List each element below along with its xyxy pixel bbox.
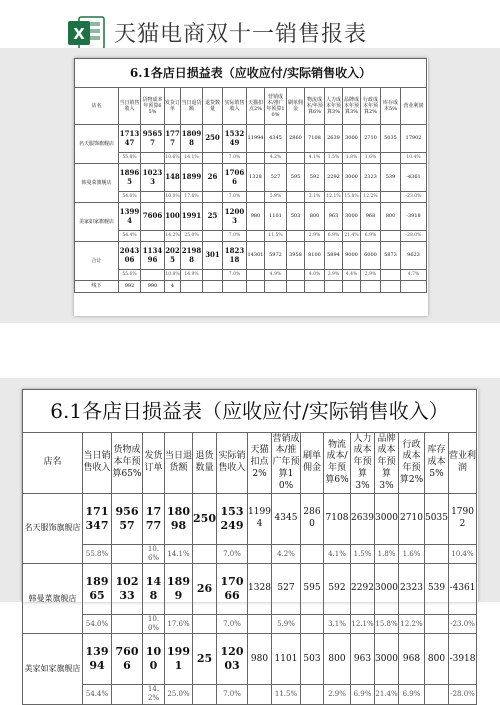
percent-cell [203, 231, 223, 242]
percent-cell: 10.4% [449, 545, 477, 564]
percent-cell: 7.0% [223, 270, 247, 281]
percent-cell [141, 270, 165, 281]
percent-cell: 14.2% [143, 685, 165, 704]
column-header: 库存成本5% [425, 433, 449, 494]
percent-cell: 6.9% [361, 231, 381, 242]
value-cell: 1899 [165, 564, 193, 615]
percent-cell [247, 270, 265, 281]
value-cell: 7606 [141, 203, 165, 231]
column-header: 天猫扣点2% [248, 433, 272, 494]
value-cell: 1328 [247, 164, 265, 192]
percent-cell [247, 192, 265, 203]
value-cell: 3000 [375, 634, 399, 685]
percent-cell [193, 685, 217, 704]
value-cell: 26 [203, 164, 223, 192]
percent-row [23, 685, 477, 704]
percent-cell: 1.5% [351, 545, 375, 564]
value-cell: 4 [165, 281, 181, 293]
percent-cell [425, 615, 449, 634]
value-cell: 250 [203, 125, 223, 153]
percent-cell: 54.4% [83, 685, 112, 704]
percent-cell [287, 270, 305, 281]
percent-cell: 10.0% [143, 615, 165, 634]
value-cell: 171347 [119, 125, 141, 153]
value-cell: 1328 [248, 564, 272, 615]
percent-cell: 1.8% [343, 153, 361, 164]
table-row [23, 564, 477, 615]
empty-cell [203, 281, 223, 293]
percent-row [75, 192, 427, 203]
value-cell: 10233 [141, 164, 165, 192]
value-cell: 113496 [141, 242, 165, 270]
column-header: 货物成本年预算65% [112, 433, 143, 494]
value-cell: 1991 [165, 634, 193, 685]
percent-cell: 5.9% [265, 192, 287, 203]
column-header: 退货数量 [203, 88, 223, 125]
empty-cell [305, 281, 325, 293]
table-title: 6.1各店日损益表（应收应付/实际销售收入） [75, 59, 427, 88]
column-header: 营销成本/推广年预算10% [272, 433, 301, 494]
value-cell: 527 [265, 164, 287, 192]
report-table-large [22, 389, 477, 705]
store-name: 韩曼菜旗舰店 [75, 164, 119, 203]
column-header: 品牌成本年预算3% [375, 433, 399, 494]
value-cell: 148 [165, 164, 181, 192]
value-cell: 12003 [217, 634, 248, 685]
store-name: 美家如家旗舰店 [23, 634, 83, 704]
value-cell: 539 [381, 164, 401, 192]
percent-cell: 7.0% [223, 192, 247, 203]
percent-cell: 4.0% [305, 270, 325, 281]
percent-cell: 21.4% [343, 231, 361, 242]
percent-cell [193, 615, 217, 634]
value-cell: 990 [141, 281, 165, 293]
value-cell: 100 [143, 634, 165, 685]
value-cell: 17902 [401, 125, 427, 153]
column-header: 物流成本/年预算6% [305, 88, 325, 125]
percent-cell: 54.0% [119, 192, 141, 203]
percent-cell [247, 153, 265, 164]
value-cell: -4361 [449, 564, 477, 615]
percent-row [23, 615, 477, 634]
percent-cell: 7.0% [217, 615, 248, 634]
percent-row [75, 153, 427, 164]
percent-cell: 25.0% [165, 685, 193, 704]
value-cell: 503 [301, 634, 324, 685]
column-header: 行政成本年预算2% [399, 433, 425, 494]
percent-cell [381, 270, 401, 281]
table-title-row [75, 59, 427, 88]
table-header-row [75, 88, 427, 125]
value-cell: 5894 [325, 242, 343, 270]
empty-cell [381, 281, 401, 293]
empty-cell [223, 281, 247, 293]
value-cell: 527 [272, 564, 301, 615]
column-header: 店名 [23, 433, 83, 494]
column-header: 退货数量 [193, 433, 217, 494]
percent-cell: 14.2% [165, 231, 181, 242]
column-header: 行政成本年预算2% [361, 88, 381, 125]
value-cell: 3000 [343, 125, 361, 153]
column-header: 发货订单 [165, 88, 181, 125]
percent-cell [381, 153, 401, 164]
value-cell: 5035 [425, 494, 449, 545]
value-cell: 2323 [399, 564, 425, 615]
percent-cell: 54.0% [83, 615, 112, 634]
empty-cell [265, 281, 287, 293]
value-cell: 592 [324, 564, 351, 615]
percent-cell [112, 685, 143, 704]
value-cell: 14301 [247, 242, 265, 270]
value-cell: -4361 [401, 164, 427, 192]
percent-cell: 6.9% [399, 685, 425, 704]
value-cell: 980 [247, 203, 265, 231]
value-cell: 3958 [287, 242, 305, 270]
value-cell: 595 [301, 564, 324, 615]
percent-cell: -23.0% [449, 615, 477, 634]
value-cell: 7108 [305, 125, 325, 153]
column-header: 当日退货额 [181, 88, 203, 125]
empty-cell [287, 281, 305, 293]
percent-cell [287, 192, 305, 203]
value-cell: 6000 [361, 242, 381, 270]
value-cell: 18965 [119, 164, 141, 192]
column-header: 实际销售收入 [223, 88, 247, 125]
percent-cell: 1.6% [399, 545, 425, 564]
percent-cell: -28.0% [449, 685, 477, 704]
percent-cell: 2.9% [324, 685, 351, 704]
percent-row [75, 270, 427, 281]
percent-row [75, 231, 427, 242]
offline-row [75, 281, 427, 293]
percent-cell [112, 615, 143, 634]
percent-cell: 14.1% [165, 545, 193, 564]
table-row [75, 242, 427, 270]
percent-cell: 4.2% [272, 545, 301, 564]
column-header: 人力成本年预算3% [351, 433, 375, 494]
report-table-small [74, 58, 427, 293]
value-cell: 2639 [325, 125, 343, 153]
column-header: 人力成本年预算3% [325, 88, 343, 125]
percent-cell: 7.0% [223, 231, 247, 242]
percent-cell: 14.1% [181, 153, 203, 164]
percent-cell: 7.0% [217, 545, 248, 564]
percent-cell [287, 153, 305, 164]
percent-cell [141, 231, 165, 242]
value-cell: 595 [287, 164, 305, 192]
value-cell: 21988 [181, 242, 203, 270]
percent-row [23, 545, 477, 564]
percent-cell: 12.1% [325, 192, 343, 203]
percent-cell: 10.4% [401, 153, 427, 164]
value-cell: 968 [399, 634, 425, 685]
value-cell: 800 [305, 203, 325, 231]
value-cell: 17066 [217, 564, 248, 615]
percent-cell: 10.8% [165, 270, 181, 281]
value-cell: 148 [143, 564, 165, 615]
value-cell: 10233 [112, 564, 143, 615]
value-cell: 3000 [375, 564, 399, 615]
percent-cell [301, 685, 324, 704]
percent-cell [287, 231, 305, 242]
value-cell: 5035 [381, 125, 401, 153]
percent-cell: 4.1% [305, 153, 325, 164]
column-header: 营业利润 [449, 433, 477, 494]
value-cell: 11994 [248, 494, 272, 545]
value-cell: 17902 [449, 494, 477, 545]
table-title: 6.1各店日损益表（应收应付/实际销售收入） [23, 390, 477, 433]
empty-cell [247, 281, 265, 293]
empty-cell [343, 281, 361, 293]
empty-cell [325, 281, 343, 293]
value-cell: 5873 [381, 242, 401, 270]
column-header: 物流成本/年预算6% [324, 433, 351, 494]
value-cell: 26 [193, 564, 217, 615]
percent-cell: 17.6% [181, 192, 203, 203]
percent-cell [248, 545, 272, 564]
empty-cell [181, 281, 203, 293]
value-cell: 2860 [301, 494, 324, 545]
value-cell: 18098 [181, 125, 203, 153]
percent-cell: 25.0% [181, 231, 203, 242]
value-cell: 100 [165, 203, 181, 231]
table-row [75, 125, 427, 153]
value-cell: 800 [324, 634, 351, 685]
store-name: 韩曼菜旗舰店 [23, 564, 83, 634]
percent-cell: 4.1% [324, 545, 351, 564]
value-cell: 7606 [112, 634, 143, 685]
store-name: 名天服饰旗舰店 [75, 125, 119, 164]
percent-cell: 7.0% [217, 685, 248, 704]
page-title: 天猫电商双十一销售报表 [114, 22, 368, 47]
value-cell: 301 [203, 242, 223, 270]
percent-cell: -28.0% [401, 231, 427, 242]
value-cell: 13994 [119, 203, 141, 231]
value-cell: 11994 [247, 125, 265, 153]
percent-cell [301, 615, 324, 634]
value-cell: 992 [119, 281, 141, 293]
value-cell: 13994 [83, 634, 112, 685]
percent-cell [247, 231, 265, 242]
percent-cell: 11.5% [265, 231, 287, 242]
column-header: 发货订单 [143, 433, 165, 494]
row-label: 线下 [75, 281, 119, 293]
percent-cell [301, 545, 324, 564]
percent-cell: 10.6% [165, 153, 181, 164]
percent-cell: 4.4% [343, 270, 361, 281]
empty-cell [401, 281, 427, 293]
percent-cell [141, 192, 165, 203]
value-cell: 1899 [181, 164, 203, 192]
value-cell: 2292 [351, 564, 375, 615]
value-cell: 2025 [165, 242, 181, 270]
percent-cell [248, 685, 272, 704]
percent-cell: 4.9% [265, 270, 287, 281]
value-cell: 3000 [343, 164, 361, 192]
percent-cell: 11.5% [272, 685, 301, 704]
percent-cell: 7.0% [223, 153, 247, 164]
column-header: 当日销售收入 [83, 433, 112, 494]
value-cell: 539 [425, 564, 449, 615]
percent-cell: 21.4% [375, 685, 399, 704]
percent-cell: 55.6% [119, 270, 141, 281]
value-cell: 3000 [375, 494, 399, 545]
percent-cell: 12.2% [399, 615, 425, 634]
value-cell: 2710 [399, 494, 425, 545]
percent-cell [193, 545, 217, 564]
value-cell: -3918 [449, 634, 477, 685]
percent-cell: 17.6% [165, 615, 193, 634]
value-cell: 963 [325, 203, 343, 231]
percent-cell: 55.8% [119, 153, 141, 164]
value-cell: 1101 [272, 634, 301, 685]
value-cell: 12003 [223, 203, 247, 231]
percent-cell [203, 153, 223, 164]
value-cell: 1991 [181, 203, 203, 231]
percent-cell: 10.0% [165, 192, 181, 203]
percent-cell [381, 192, 401, 203]
percent-cell: 2.9% [325, 270, 343, 281]
percent-cell: 3.1% [305, 192, 325, 203]
percent-cell [203, 192, 223, 203]
percent-cell: 6.9% [351, 685, 375, 704]
value-cell: 7108 [324, 494, 351, 545]
value-cell: 2860 [287, 125, 305, 153]
percent-cell: 55.8% [83, 545, 112, 564]
value-cell: 4345 [265, 125, 287, 153]
value-cell: 4345 [272, 494, 301, 545]
percent-cell [203, 270, 223, 281]
column-header: 天猫扣点2% [247, 88, 265, 125]
store-name: 美家如家旗舰店 [75, 203, 119, 242]
value-cell: 2292 [325, 164, 343, 192]
percent-cell: 5.9% [272, 615, 301, 634]
value-cell: 204306 [119, 242, 141, 270]
table-row [75, 203, 427, 231]
percent-cell: 10.6% [143, 545, 165, 564]
column-header: 实际销售收入 [217, 433, 248, 494]
value-cell: 968 [361, 203, 381, 231]
percent-cell: 1.6% [361, 153, 381, 164]
percent-cell [112, 545, 143, 564]
value-cell: 2323 [361, 164, 381, 192]
percent-cell: 12.2% [361, 192, 381, 203]
column-header: 营业利润 [401, 88, 427, 125]
percent-cell: 2.9% [305, 231, 325, 242]
table-row [23, 634, 477, 685]
column-header: 当日退货额 [165, 433, 193, 494]
percent-cell: -23.0% [401, 192, 427, 203]
value-cell: 800 [425, 634, 449, 685]
column-header: 营销成本/推广年预算10% [265, 88, 287, 125]
value-cell: 963 [351, 634, 375, 685]
column-header: 库存成本5% [381, 88, 401, 125]
report-sheet-small [74, 58, 428, 316]
value-cell: 182318 [223, 242, 247, 270]
store-name: 名天服饰旗舰店 [23, 494, 83, 564]
value-cell: 5972 [265, 242, 287, 270]
value-cell: -3918 [401, 203, 427, 231]
column-header: 货物成本年预算65% [141, 88, 165, 125]
empty-cell [361, 281, 381, 293]
percent-cell: 3.1% [324, 615, 351, 634]
percent-cell [425, 545, 449, 564]
percent-cell: 2.9% [361, 270, 381, 281]
percent-cell [425, 685, 449, 704]
percent-cell: 1.5% [325, 153, 343, 164]
value-cell: 980 [248, 634, 272, 685]
percent-cell: 6.9% [325, 231, 343, 242]
table-row [75, 164, 427, 192]
value-cell: 592 [305, 164, 325, 192]
value-cell: 25 [203, 203, 223, 231]
column-header: 店名 [75, 88, 119, 125]
value-cell: 1101 [265, 203, 287, 231]
value-cell: 2710 [361, 125, 381, 153]
percent-cell: 1.8% [375, 545, 399, 564]
value-cell: 9000 [343, 242, 361, 270]
value-cell: 25 [193, 634, 217, 685]
percent-cell: 4.7% [401, 270, 427, 281]
percent-cell: 15.8% [375, 615, 399, 634]
value-cell: 1777 [165, 125, 181, 153]
percent-cell: 15.8% [343, 192, 361, 203]
percent-cell: 12.1% [351, 615, 375, 634]
value-cell: 9623 [401, 242, 427, 270]
value-cell: 18965 [83, 564, 112, 615]
svg-text:X: X [73, 25, 85, 43]
value-cell: 503 [287, 203, 305, 231]
column-header: 当日销售收入 [119, 88, 141, 125]
value-cell: 250 [193, 494, 217, 545]
value-cell: 2639 [351, 494, 375, 545]
value-cell: 8100 [305, 242, 325, 270]
value-cell: 95657 [141, 125, 165, 153]
excel-icon [66, 13, 106, 53]
percent-cell [248, 615, 272, 634]
value-cell: 1777 [143, 494, 165, 545]
value-cell: 800 [381, 203, 401, 231]
value-cell: 17066 [223, 164, 247, 192]
value-cell: 153249 [217, 494, 248, 545]
percent-cell [381, 231, 401, 242]
value-cell: 153249 [223, 125, 247, 153]
percent-cell: 4.2% [265, 153, 287, 164]
value-cell: 95657 [112, 494, 143, 545]
report-sheet-large [22, 389, 478, 703]
value-cell: 171347 [83, 494, 112, 545]
table-row [23, 494, 477, 545]
column-header: 刷单佣金 [301, 433, 324, 494]
value-cell: 3000 [343, 203, 361, 231]
store-name: 合计 [75, 242, 119, 281]
column-header: 刷单佣金 [287, 88, 305, 125]
column-header: 品牌成本年预算3% [343, 88, 361, 125]
value-cell: 18098 [165, 494, 193, 545]
table-header-row [23, 433, 477, 494]
percent-cell [141, 153, 165, 164]
percent-cell: 14.9% [181, 270, 203, 281]
percent-cell: 54.4% [119, 231, 141, 242]
table-title-row [23, 390, 477, 433]
